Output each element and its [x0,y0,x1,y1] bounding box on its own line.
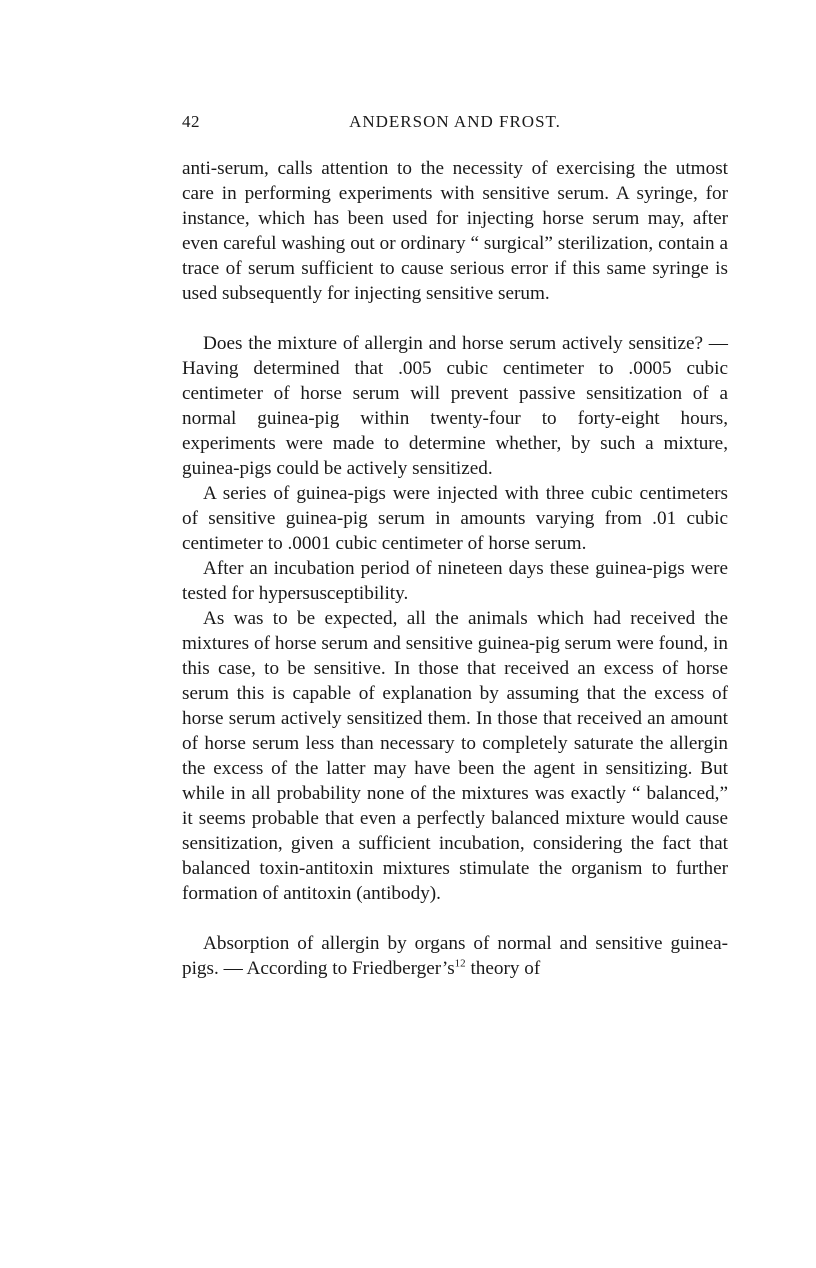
running-head: ANDERSON AND FROST. [349,112,561,131]
paragraph-absorption-text: Absorption of allergin by organs of normal and sensitive guinea-pigs. — According to Friedberger’s [182,933,728,979]
body-text [182,156,728,981]
footnote-reference: 12 [454,957,466,970]
paragraph-incubation: After an incubation period of nineteen days these guinea-pigs were tested for hypersusceptibility. [182,558,728,604]
paragraph-absorption-tail: theory of [465,958,541,979]
paragraph-active-sensitization: Does the mixture of allergin and horse serum actively sensitize? — Having determined that .005 cubic centimeter to .0005 cubic centimeter of horse serum will prevent passive sensitization of a normal guinea-pig within twenty-four to forty-eight hours, experiments were made to determine whether, by such a mixture, guinea-pigs could be actively sensitized. [182,333,728,479]
paragraph-results: As was to be expected, all the animals which had received the mixtures of horse serum and sensitive guinea-pig serum were found, in this case, to be sensitive. In those that received an excess of horse serum this is capable of explanation by assuming that the excess of horse serum actively sensitized them. In those that received an amount of horse serum less than necessary to completely saturate the allergin the excess of the latter may have been the agent in sensitizing. But while in all probability none of the mixtures was exactly “ balanced,” it seems probable that even a perfectly balanced mixture would cause sensitization, given a sufficient incubation, considering the fact that balanced toxin-antitoxin mixtures stimulate the organism to further formation of antitoxin (antibody). [182,608,728,904]
page-header [182,112,728,136]
paragraph-continued: anti-serum, calls attention to the necessity of exercising the utmost care in performing experiments with sensitive serum. A syringe, for instance, which has been used for injecting horse serum may, after even careful washing out or ordinary “ surgical” sterilization, contain a trace of serum sufficient to cause serious error if this same syringe is used subsequently for injecting sensitive serum. [182,158,728,304]
section-gap [182,906,728,931]
paragraph-series-injection: A series of guinea-pigs were injected with three cubic centimeters of sensitive guinea-pig serum in amounts varying from .01 cubic centimeter to .0001 cubic centimeter of horse serum. [182,483,728,554]
page-number: 42 [182,112,200,131]
section-gap [182,306,728,331]
paragraph-absorption [182,931,728,981]
